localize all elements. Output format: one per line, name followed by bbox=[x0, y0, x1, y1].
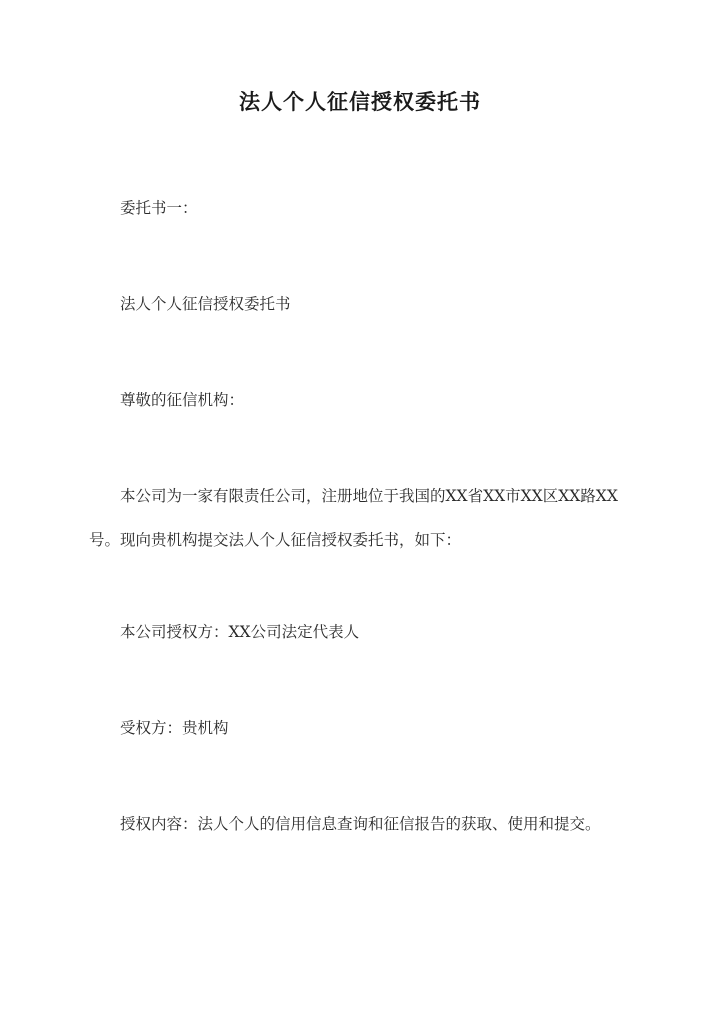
paragraph-subtitle: 法人个人征信授权委托书 bbox=[120, 295, 291, 313]
paragraph-company-intro: 本公司为一家有限责任公司，注册地位于我国的XX省XX市XX区XX路XX号。现向贵机构提交法人个人征信授权委托书，如下： bbox=[89, 487, 618, 549]
paragraph-authorized-party: 受权方：贵机构 bbox=[120, 719, 229, 737]
paragraph-authorization-content: 授权内容：法人个人的信用信息查询和征信报告的获取、使用和提交。 bbox=[120, 815, 601, 833]
document-title: 法人个人征信授权委托书 bbox=[239, 89, 481, 114]
paragraph-salutation: 尊敬的征信机构： bbox=[120, 391, 245, 409]
paragraph-heading: 委托书一： bbox=[120, 199, 198, 217]
paragraph-authorizer: 本公司授权方：XX公司法定代表人 bbox=[120, 623, 360, 641]
